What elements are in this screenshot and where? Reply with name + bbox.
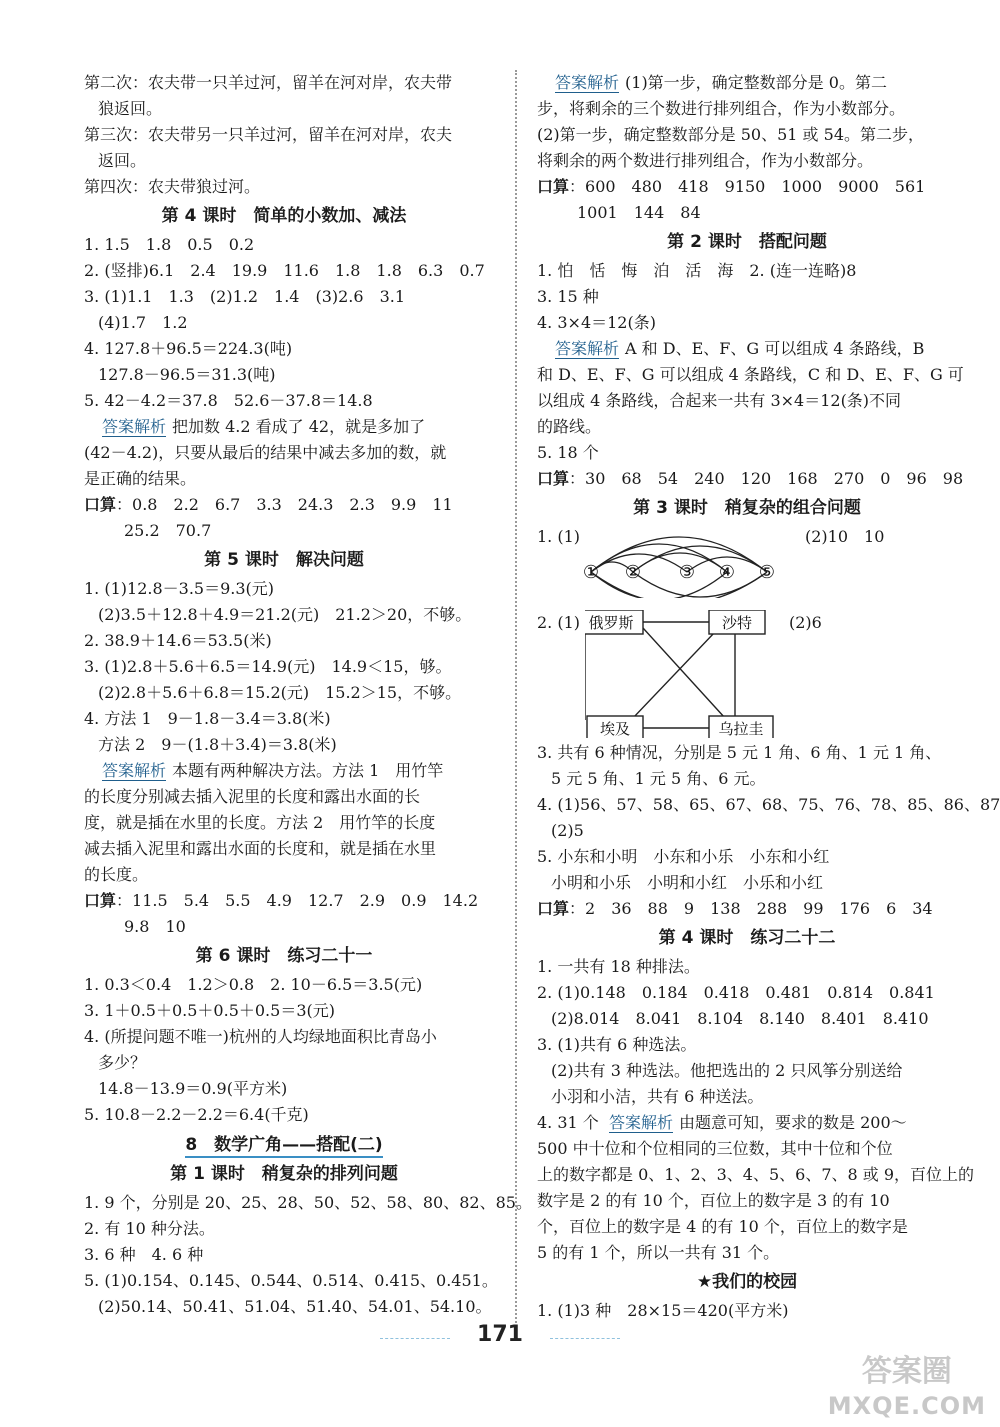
mental-math-line: 1001 144 84 (577, 203, 701, 222)
answer-line: (2)8.014 8.041 8.104 8.140 8.401 8.410 (551, 1009, 929, 1028)
q2-part2: (2)6 (789, 613, 822, 632)
answer-line: 5. 小东和小明 小东和小乐 小东和小红 (537, 847, 830, 866)
label-saudi: 沙特 (721, 614, 753, 632)
section-title: 第 2 课时 搭配问题 (667, 232, 827, 252)
analysis-line: 减去插入泥里和露出水面的长度和，就是插在水里 (84, 839, 437, 858)
page-number (0, 1322, 1000, 1347)
analysis-line: 的长度分别减去插入泥里的长度和露出水面的长 (84, 787, 421, 806)
answer-line: 5. 10.8－2.2－2.2＝6.4(千克) (84, 1105, 309, 1124)
answer-line: 2. 有 10 种分法。 (84, 1219, 215, 1238)
node-5: ⑤ (758, 562, 776, 583)
answer-line: 3. 1＋0.5＋0.5＋0.5＋0.5＝3(元) (84, 1001, 335, 1020)
answer-line: 4. 3×4＝12(条) (537, 313, 656, 332)
mental-math-line: 25.2 70.7 (124, 521, 212, 540)
mental-math-line (84, 888, 484, 914)
label-russia: 俄罗斯 (588, 614, 634, 632)
answer-line: 1. 1.5 1.8 0.5 0.2 (84, 235, 255, 254)
node-2: ② (624, 562, 642, 583)
mental-math-label: 口算 (537, 177, 570, 196)
answer-line: 3. 共有 6 种情况，分别是 5 元 1 角、6 角、1 元 1 角、 (537, 743, 942, 762)
section-title: 第 4 课时 练习二十二 (658, 928, 836, 948)
analysis-tag: 答案解析 (608, 1113, 673, 1132)
answer-line: 3. 6 种 4. 6 种 (84, 1245, 204, 1264)
section-title: ★我们的校园 (696, 1272, 798, 1292)
arc-diagram (577, 524, 797, 598)
section-title: 第 6 课时 练习二十一 (195, 946, 373, 966)
arc-2-5 (633, 546, 767, 572)
analysis-line: 5 的有 1 个，所以一共有 31 个。 (537, 1243, 780, 1262)
answer-line: 5 元 5 角、1 元 5 角、6 元。 (551, 769, 766, 788)
analysis-line: 的长度。 (84, 865, 149, 884)
column-divider (515, 70, 517, 1330)
watermark-line-1: 答案圈 (861, 1354, 952, 1389)
country-diagram (585, 610, 775, 738)
analysis-line: 数字是 2 的有 10 个，百位上的数字是 3 的有 10 (537, 1191, 890, 1210)
answer-line: (2)50.14、50.41、51.04、51.40、54.01、54.10。 (98, 1297, 492, 1316)
answer-line: 5. 42－4.2＝37.8 52.6－37.8＝14.8 (84, 391, 373, 410)
analysis-line: (42－4.2)，只要从最后的结果中减去多加的数，就 (84, 443, 447, 462)
q1-part2: (2)10 10 (805, 527, 885, 546)
mental-math-line (537, 896, 957, 922)
analysis-line: 是正确的结果。 (84, 469, 197, 488)
analysis-line (84, 758, 484, 784)
label-egypt: 埃及 (599, 720, 631, 738)
mental-math-label: 口算 (84, 891, 117, 910)
answer-line: (4)1.7 1.2 (98, 313, 188, 332)
analysis-text: 由题意可知，要求的数是 200～ (679, 1113, 907, 1132)
watermark (828, 1355, 986, 1423)
left-column (84, 70, 532, 1320)
q1-diagram-row (537, 524, 957, 602)
answer-line: 1. 0.3＜0.4 1.2＞0.8 2. 10－6.5＝3.5(元) (84, 975, 423, 994)
mental-math-label: 口算 (84, 495, 117, 514)
analysis-text: 本题有两种解决方法。方法 1 用竹竿 (172, 761, 444, 780)
label-uruguay: 乌拉圭 (718, 720, 764, 738)
mental-math-values: ：30 68 54 240 120 168 270 0 96 98 (569, 469, 964, 488)
section-title: 第 3 课时 稍复杂的组合问题 (633, 498, 861, 518)
answer-line: 4. 方法 1 9－1.8－3.4＝3.8(米) (84, 709, 331, 728)
analysis-tag: 答案解析 (102, 417, 167, 436)
answer-line: 1. (1)3 种 28×15＝420(平方米) (537, 1301, 789, 1320)
answer-line: (2)5 (551, 821, 584, 840)
analysis-line: 以组成 4 条路线，合起来一共有 3×4＝12(条)不同 (537, 391, 902, 410)
answer-line: 1. (1)12.8－3.5＝9.3(元) (84, 579, 275, 598)
answer-line: 3. (1)2.8＋5.6＋6.5＝14.9(元) 14.9＜15，够。 (84, 657, 452, 676)
analysis-line (84, 414, 484, 440)
node-1: ① (582, 562, 600, 583)
section-title: 第 4 课时 简单的小数加、减法 (161, 206, 407, 226)
answer-line: 小羽和小洁，共有 6 种送法。 (551, 1087, 764, 1106)
answer-line: 3. (1)1.1 1.3 (2)1.2 1.4 (3)2.6 3.1 (84, 287, 406, 306)
analysis-line: 的路线。 (537, 417, 602, 436)
page-number-text: 171 (477, 1322, 523, 1347)
analysis-line: 个，百位上的数字是 4 的有 10 个，百位上的数字是 (537, 1217, 908, 1236)
analysis-tag: 答案解析 (102, 761, 167, 780)
analysis-line: 上的数字都是 0、1、2、3、4、5、6、7、8 或 9，百位上的 (537, 1165, 975, 1184)
analysis-line: 将剩余的两个数进行排列组合，作为小数部分。 (537, 151, 874, 170)
mental-math-values: ：2 36 88 9 138 288 99 176 6 34 (569, 899, 933, 918)
answer-line: 2. (1)0.148 0.184 0.418 0.481 0.814 0.841 (537, 983, 935, 1002)
analysis-line: 和 D、E、F、G 可以组成 4 条路线，C 和 D、E、F、G 可 (537, 365, 964, 384)
text-line: 返回。 (98, 151, 147, 170)
text-line: 第二次：农夫带一只羊过河，留羊在河对岸，农夫带 (84, 73, 453, 92)
answer-line: 4. 127.8＋96.5＝224.3(吨) (84, 339, 293, 358)
mental-math-line (537, 174, 957, 200)
unit-title (84, 1132, 484, 1158)
answer-line: 127.8－96.5＝31.3(吨) (98, 365, 276, 384)
text-line: 第四次：农夫带狼过河。 (84, 177, 261, 196)
analysis-text: A 和 D、E、F、G 可以组成 4 条路线，B (625, 339, 925, 358)
mental-math-values: ：0.8 2.2 6.7 3.3 24.3 2.3 9.9 11 (116, 495, 453, 514)
answer-line: 4. (1)56、57、58、65、67、68、75、76、78、85、86、87 (537, 795, 1000, 814)
answer-line: 方法 2 9－(1.8＋3.4)＝3.8(米) (98, 735, 337, 754)
mental-math-values: ：11.5 5.4 5.5 4.9 12.7 2.9 0.9 14.2 (116, 891, 479, 910)
answer-line: (2)3.5＋12.8＋4.9＝21.2(元) 21.2＞20，不够。 (98, 605, 472, 624)
q2-diagram-row (537, 610, 957, 740)
mental-math-label: 口算 (537, 899, 570, 918)
analysis-line: 度，就是插在水里的长度。方法 2 用竹竿的长度 (84, 813, 436, 832)
q2-label: 2. (1) (537, 613, 581, 632)
mental-math-line (84, 492, 484, 518)
edge-diag-2 (633, 632, 715, 718)
answer-line: 3. 15 种 (537, 287, 599, 306)
analysis-text: (1)第一步，确定整数部分是 0。第二 (625, 73, 887, 92)
section-title: 第 1 课时 稍复杂的排列问题 (170, 1164, 398, 1184)
unit-title-text: 8 数学广角——搭配(二) (185, 1135, 382, 1158)
mental-math-label: 口算 (537, 469, 570, 488)
analysis-tag: 答案解析 (555, 339, 620, 358)
answer-line: 2. (竖排)6.1 2.4 19.9 11.6 1.8 1.8 6.3 0.7 (84, 261, 485, 280)
answer-line: 5. 18 个 (537, 443, 599, 462)
analysis-tag: 答案解析 (555, 73, 620, 92)
text-line: 狼返回。 (98, 99, 163, 118)
node-3: ③ (678, 562, 696, 583)
edge-diag-1 (643, 628, 725, 718)
answer-line: (2)共有 3 种选法。他把选出的 2 只风筝分别送给 (551, 1061, 903, 1080)
answer-line: 3. (1)共有 6 种选法。 (537, 1035, 697, 1054)
analysis-line (537, 1110, 957, 1136)
answer-line: 1. 怕 恬 悔 泊 活 海 2. (连一连略)8 (537, 261, 857, 280)
section-title: 第 5 课时 解决问题 (204, 550, 364, 570)
right-column (537, 70, 1000, 1324)
node-4: ④ (718, 562, 736, 583)
mental-math-line (537, 466, 964, 492)
q1-label: 1. (1) (537, 527, 581, 546)
answer-line: 1. 9 个，分别是 20、25、28、50、52、58、80、82、85。 (84, 1193, 532, 1212)
analysis-line: 500 中十位和个位相同的三位数，其中十位和个位 (537, 1139, 893, 1158)
answer-line: 多少？ (98, 1053, 147, 1072)
analysis-text: 把加数 4.2 看成了 42，就是多加了 (172, 417, 426, 436)
answer-line: 1. 一共有 18 种排法。 (537, 957, 700, 976)
analysis-line: (2)第一步，确定整数部分是 50、51 或 54。第二步， (537, 125, 925, 144)
answer-line: 5. (1)0.154、0.145、0.544、0.514、0.415、0.451。 (84, 1271, 498, 1290)
arc-2-5-low (633, 572, 767, 597)
answer-line: 2. 38.9＋14.6＝53.5(米) (84, 631, 272, 650)
analysis-line: 步，将剩余的三个数进行排列组合，作为小数部分。 (537, 99, 906, 118)
answer-line: 14.8－13.9＝0.9(平方米) (98, 1079, 288, 1098)
answer-line: 4. (所提问题不唯一)杭州的人均绿地面积比青岛小 (84, 1027, 437, 1046)
mental-math-values: ：600 480 418 9150 1000 9000 561 (569, 177, 926, 196)
mental-math-line: 9.8 10 (124, 917, 186, 936)
answer-line: (2)2.8＋5.6＋6.8＝15.2(元) 15.2＞15，不够。 (98, 683, 462, 702)
answer-text: 4. 31 个 (537, 1113, 599, 1132)
analysis-line (537, 70, 957, 96)
watermark-line-2: MXQE.COM (827, 1392, 986, 1420)
analysis-line (537, 336, 957, 362)
answer-line: 小明和小乐 小明和小红 小乐和小红 (551, 873, 824, 892)
text-line: 第三次：农夫带另一只羊过河，留羊在河对岸，农夫 (84, 125, 453, 144)
